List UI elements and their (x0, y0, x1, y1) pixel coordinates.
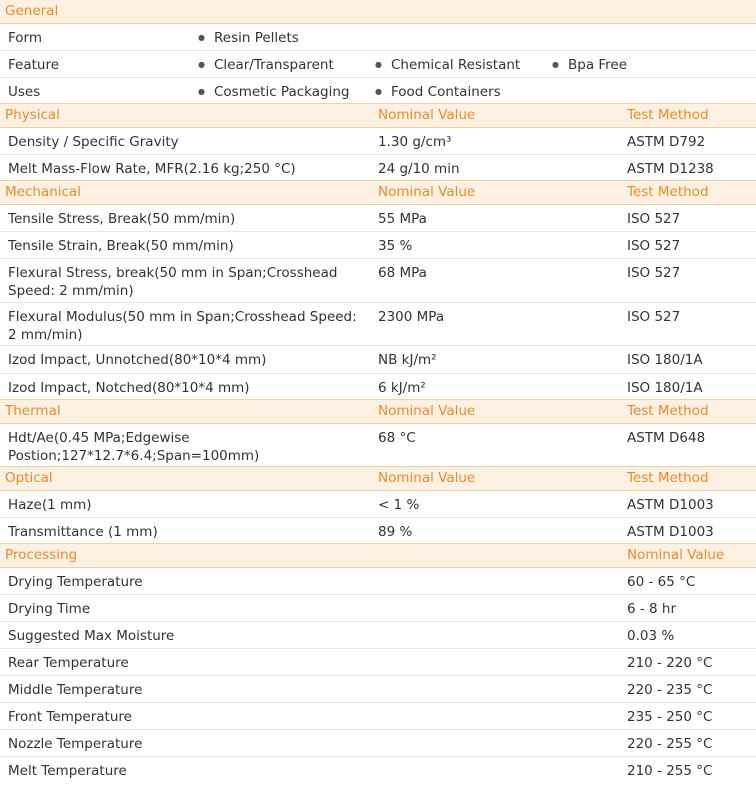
table-row: Hdt/Ae(0.45 MPa;Edgewise Postion;127*12.7*6.4;Span=100mm) 68 °C ASTM D648 (8, 430, 706, 464)
table-row: Melt Mass-Flow Rate, MFR(2.16 kg;250 °C) 24 g/10 min ASTM D1238 (8, 161, 714, 177)
section-header-thermal: Thermal Nominal Value Test Method (0, 399, 756, 424)
table-row: Density / Specific Gravity 1.30 g/cm³ ASTM D792 (0, 128, 756, 155)
section-title: General (5, 3, 59, 19)
general-row-feature: Feature ● Clear/Transparent ● Chemical Resistant ● Bpa Free (0, 51, 756, 78)
table-row: Flexural Modulus(50 mm in Span;Crosshead Speed: 2 mm/min) 2300 MPa ISO 527 (0, 303, 756, 346)
general-row-form: Form ● Resin Pellets (0, 24, 756, 51)
table-row: Nozzle Temperature 220 - 255 °C (0, 730, 756, 757)
section-header-processing: Processing Nominal Value (0, 543, 756, 568)
table-row: Haze(1 mm) < 1 % ASTM D1003 (0, 491, 756, 518)
table-row: Izod Impact, Unnotched(80*10*4 mm) NB kJ/m² ISO 180/1A (0, 346, 756, 374)
processing-rows (0, 568, 756, 783)
table-row: Transmittance (1 mm) 89 % ASTM D1003 (8, 524, 714, 540)
section-header-physical: Physical Nominal Value Test Method (0, 103, 756, 128)
table-row: Izod Impact, Notched(80*10*4 mm) 6 kJ/m² ISO 180/1A (8, 380, 703, 396)
table-row: Tensile Strain, Break(50 mm/min) 35 % ISO 527 (0, 232, 756, 259)
table-row: Front Temperature 235 - 250 °C (0, 703, 756, 730)
section-header-mechanical: Mechanical Nominal Value Test Method (0, 180, 756, 205)
section-header-optical: Optical Nominal Value Test Method (0, 466, 756, 491)
table-row: Suggested Max Moisture 0.03 % (0, 622, 756, 649)
table-row: Melt Temperature 210 - 255 °C (8, 763, 713, 779)
section-header-general (0, 0, 756, 24)
table-row: Middle Temperature 220 - 235 °C (0, 676, 756, 703)
table-row: Flexural Stress, break(50 mm in Span;Crosshead Speed: 2 mm/min) 68 MPa ISO 527 (0, 259, 756, 303)
table-row: Drying Temperature 60 - 65 °C (0, 568, 756, 595)
table-row: Drying Time 6 - 8 hr (0, 595, 756, 622)
table-row: Rear Temperature 210 - 220 °C (0, 649, 756, 676)
general-row-uses: Uses ● Cosmetic Packaging ● Food Containers (0, 78, 756, 103)
table-row: Tensile Stress, Break(50 mm/min) 55 MPa ISO 527 (0, 205, 756, 232)
